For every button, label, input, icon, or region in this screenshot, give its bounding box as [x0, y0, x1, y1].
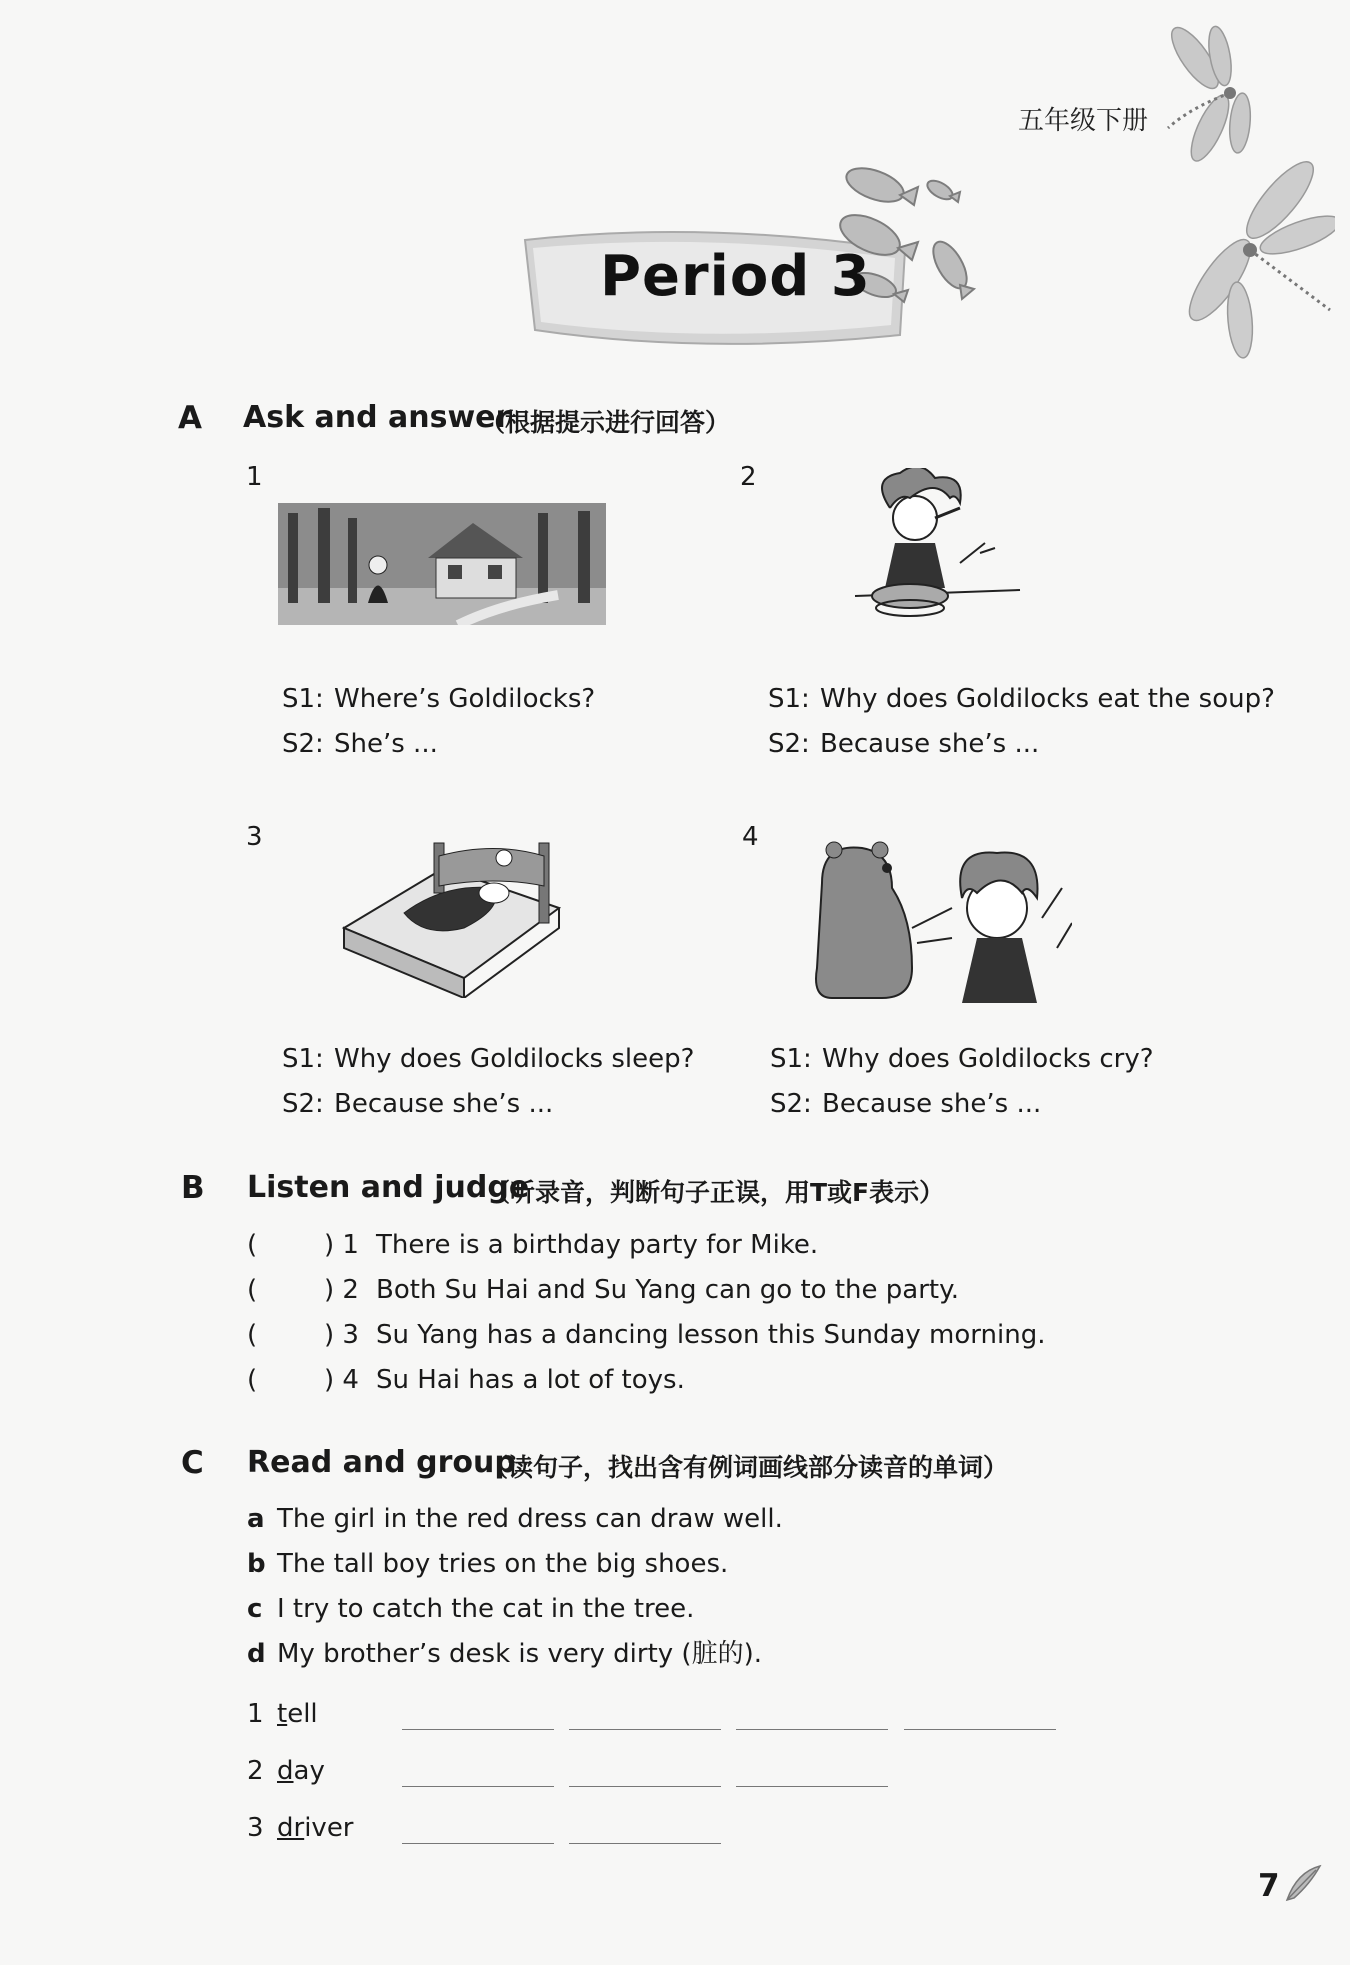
sentence-row	[247, 1587, 783, 1632]
s2-label: S2:	[282, 1089, 324, 1119]
dialogue-2	[768, 677, 1275, 767]
item-4-number: 4	[742, 822, 759, 852]
judge-row	[247, 1358, 1045, 1403]
word-rest: ell	[287, 1699, 318, 1729]
judge-row	[247, 1313, 1045, 1358]
s1-label: S1:	[282, 1044, 324, 1074]
section-c-letter: C	[181, 1445, 204, 1481]
sentence-text: I try to catch the cat in the tree.	[277, 1594, 695, 1624]
sentence-label: c	[247, 1594, 263, 1624]
goldilocks-soup-illustration	[850, 468, 1025, 653]
section-a-instruction: （根据提示进行回答）	[480, 408, 731, 437]
bear-goldilocks-illustration	[812, 838, 1072, 1008]
judge-list	[247, 1223, 1045, 1403]
answer-blank[interactable]	[569, 1786, 721, 1787]
statement-text: Both Su Hai and Su Yang can go to the party.	[376, 1275, 960, 1305]
dialogue-1	[282, 677, 595, 767]
item-1-number: 1	[246, 462, 263, 492]
s1-label: S1:	[768, 684, 810, 714]
sentence-text: The tall boy tries on the big shoes.	[277, 1549, 729, 1579]
statement-text: Su Yang has a dancing lesson this Sunday morning.	[376, 1320, 1046, 1350]
statement-text: Su Hai has a lot of toys.	[376, 1365, 685, 1395]
sentence-text: My brother’s desk is very dirty (脏的).	[277, 1639, 762, 1669]
answer-prompt-4: Because she’s ...	[822, 1089, 1042, 1119]
word-row-3	[247, 1806, 354, 1851]
section-c-instruction: （读句子，找出含有例词画线部分读音的单词）	[483, 1453, 1009, 1482]
dialogue-4	[770, 1037, 1154, 1127]
section-b-letter: B	[181, 1170, 205, 1206]
word-rest: ay	[293, 1756, 325, 1786]
dialogue-3	[282, 1037, 694, 1127]
word-number: 2	[247, 1756, 264, 1786]
grade-label: 五年级下册	[1018, 106, 1149, 136]
answer-bracket-close: ) 4	[324, 1365, 359, 1395]
sentence-text: The girl in the red dress can draw well.	[277, 1504, 783, 1534]
item-3-number: 3	[246, 822, 263, 852]
word-underlined-part: d	[277, 1756, 294, 1786]
question-3: Why does Goldilocks sleep?	[334, 1044, 695, 1074]
question-4: Why does Goldilocks cry?	[822, 1044, 1154, 1074]
sentence-label: d	[247, 1639, 266, 1669]
s1-label: S1:	[282, 684, 324, 714]
word-number: 1	[247, 1699, 264, 1729]
answer-blank[interactable]	[402, 1843, 554, 1844]
answer-prompt-2: Because she’s ...	[820, 729, 1040, 759]
dragonfly-right-icon	[1160, 150, 1335, 360]
question-1: Where’s Goldilocks?	[334, 684, 596, 714]
section-c-title: Read and group	[247, 1445, 516, 1480]
word-number: 3	[247, 1813, 264, 1843]
sentence-row	[247, 1632, 783, 1677]
judge-row	[247, 1268, 1045, 1313]
answer-blank[interactable]	[402, 1729, 554, 1730]
section-a-title: Ask and answer	[243, 400, 511, 435]
section-b-title: Listen and judge	[247, 1170, 530, 1205]
s1-label: S1:	[770, 1044, 812, 1074]
page-number: 7	[1258, 1868, 1280, 1904]
sentence-list	[247, 1497, 783, 1677]
section-b-instruction: （听录音，判断句子正误，用T或F表示）	[485, 1178, 945, 1207]
sentence-row	[247, 1542, 783, 1587]
answer-bracket-close: ) 2	[324, 1275, 359, 1305]
answer-bracket-close: ) 3	[324, 1320, 359, 1350]
judge-row	[247, 1223, 1045, 1268]
question-2: Why does Goldilocks eat the soup?	[820, 684, 1275, 714]
section-a-letter: A	[178, 400, 202, 436]
answer-blank[interactable]	[569, 1729, 721, 1730]
goldilocks-bed-illustration	[334, 838, 564, 998]
s2-label: S2:	[768, 729, 810, 759]
answer-blank[interactable]	[904, 1729, 1056, 1730]
word-underlined-part: dr	[277, 1813, 305, 1843]
sentence-label: b	[247, 1549, 266, 1579]
word-underlined-part: t	[277, 1699, 288, 1729]
answer-blank[interactable]	[402, 1786, 554, 1787]
answer-blank[interactable]	[569, 1843, 721, 1844]
answer-bracket-open[interactable]: (	[247, 1365, 258, 1395]
word-row-1	[247, 1692, 318, 1737]
answer-prompt-1: She’s ...	[334, 729, 438, 759]
s2-label: S2:	[282, 729, 324, 759]
s2-label: S2:	[770, 1089, 812, 1119]
sentence-row	[247, 1497, 783, 1542]
word-rest: iver	[304, 1813, 354, 1843]
answer-bracket-open[interactable]: (	[247, 1275, 258, 1305]
word-row-2	[247, 1749, 325, 1794]
answer-bracket-open[interactable]: (	[247, 1320, 258, 1350]
answer-prompt-3: Because she’s ...	[334, 1089, 554, 1119]
answer-bracket-open[interactable]: (	[247, 1230, 258, 1260]
leaf-icon	[1282, 1862, 1322, 1904]
dragonfly-top-icon	[1150, 18, 1270, 168]
answer-blank[interactable]	[736, 1786, 888, 1787]
answer-blank[interactable]	[736, 1729, 888, 1730]
item-2-number: 2	[740, 462, 757, 492]
sentence-label: a	[247, 1504, 265, 1534]
page-title: Period 3	[600, 244, 871, 309]
answer-bracket-close: ) 1	[324, 1230, 359, 1260]
forest-cottage-illustration	[278, 503, 606, 625]
statement-text: There is a birthday party for Mike.	[376, 1230, 819, 1260]
